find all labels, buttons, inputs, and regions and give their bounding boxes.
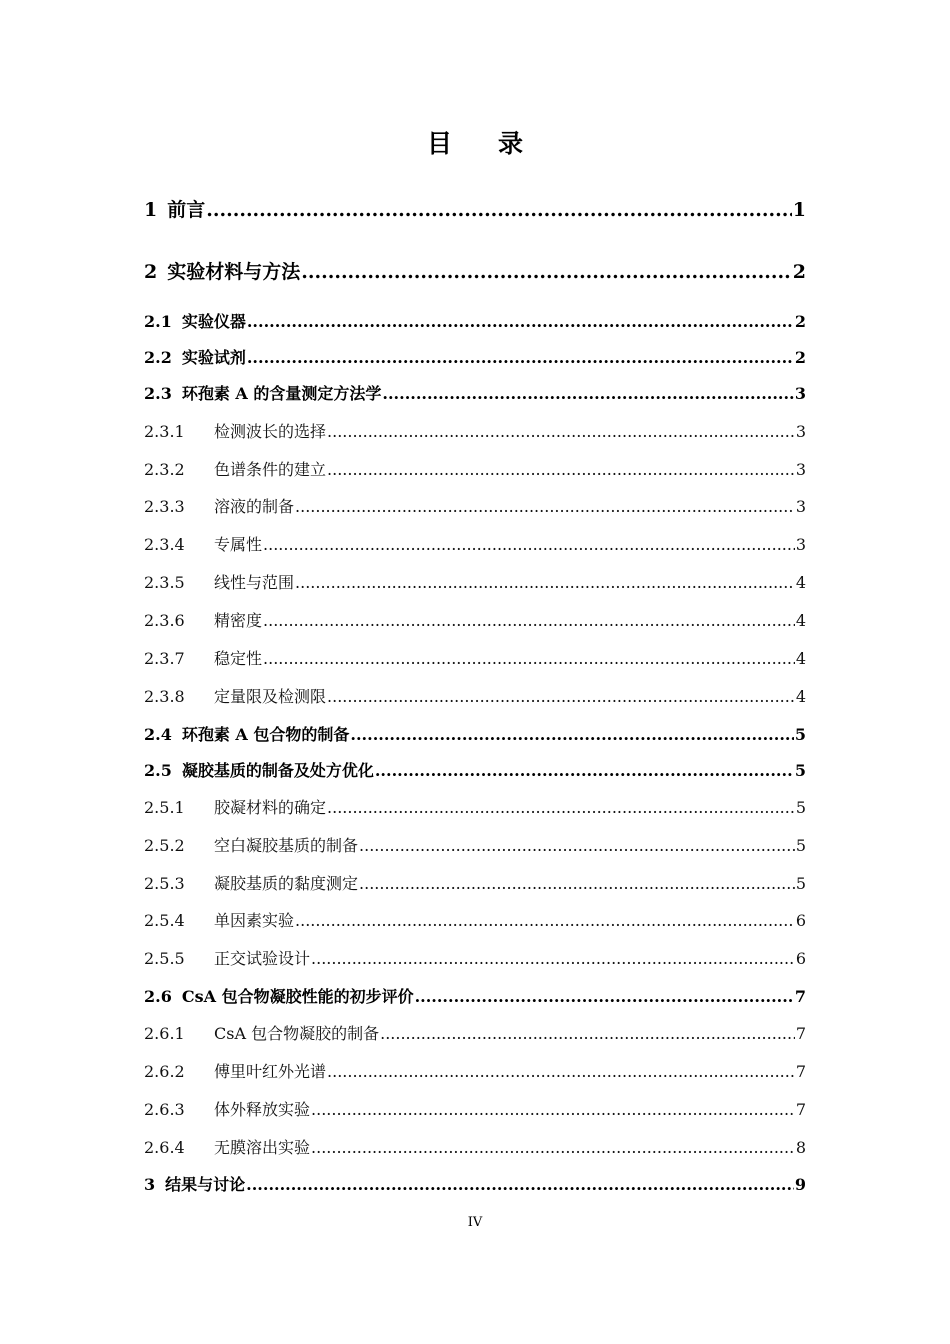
toc-entry-title: 单因素实验: [214, 911, 295, 930]
toc-entry-number: 2.6.3: [144, 1100, 185, 1119]
toc-entry-title: 专属性: [214, 535, 263, 554]
toc-entry-title: 前言: [167, 199, 206, 221]
toc-entry-label: [144, 871, 358, 894]
toc-entry-number: 2.5.3: [144, 874, 185, 893]
toc-entry-title: CsA 包合物凝胶性能的初步评价: [181, 987, 414, 1006]
toc-entry-number: 1: [144, 199, 158, 221]
toc-entry[interactable]: [144, 871, 806, 894]
toc-entry-label: [144, 532, 262, 555]
toc-entry-page: 5: [795, 836, 806, 855]
toc-entry[interactable]: [144, 758, 806, 781]
toc-entry-label: [144, 684, 326, 707]
toc-entry[interactable]: [144, 608, 806, 631]
toc-leader-dots: [263, 649, 795, 668]
toc-entry-page: 3: [794, 384, 806, 403]
toc-entry-number: 2.3.5: [144, 573, 185, 592]
toc-entry-page: 2: [794, 348, 806, 367]
toc-entry[interactable]: [144, 345, 806, 368]
toc-entry-number: 2.3.8: [144, 687, 185, 706]
toc-entry[interactable]: [144, 684, 806, 707]
toc-leader-dots: [295, 573, 795, 592]
toc-entry-number: 2.5.1: [144, 798, 185, 817]
toc-entry-number: 2.5.4: [144, 911, 185, 930]
toc-entry-number: 2.3.4: [144, 535, 185, 554]
toc-entry-label: [144, 646, 262, 669]
toc-entry-page: 5: [795, 798, 806, 817]
toc-entry-label: [144, 722, 349, 745]
toc-entry-label: [144, 381, 381, 404]
page-number-footer: IV: [467, 1215, 483, 1230]
toc-entry-label: [144, 195, 205, 222]
toc-leader-dots: [311, 1100, 795, 1119]
toc-entry-page: 3: [795, 460, 806, 479]
toc-leader-dots: [295, 911, 795, 930]
toc-entry[interactable]: [144, 381, 806, 404]
toc-entry-label: [144, 1059, 326, 1082]
toc-entry-title: 定量限及检测限: [214, 687, 327, 706]
toc-entry[interactable]: [144, 1172, 806, 1195]
toc-entry[interactable]: [144, 1097, 806, 1120]
toc-entry[interactable]: [144, 1021, 806, 1044]
toc-entry-page: 4: [795, 649, 806, 668]
toc-leader-dots: [327, 798, 795, 817]
toc-entry-page: 2: [792, 261, 806, 283]
toc-entry-number: 2.3: [144, 384, 172, 403]
toc-entry-title: 凝胶基质的黏度测定: [214, 874, 359, 893]
toc-entry-page: 5: [794, 725, 806, 744]
toc-entry-page: 1: [792, 199, 806, 221]
toc-entry[interactable]: [144, 908, 806, 931]
toc-leader-dots: [246, 1175, 794, 1194]
toc-entry-label: [144, 1097, 310, 1120]
toc-entry[interactable]: [144, 494, 806, 517]
toc-entry-title: CsA 包合物凝胶的制备: [214, 1024, 380, 1043]
toc-entry-page: 5: [794, 761, 806, 780]
toc-entry-label: [144, 908, 294, 931]
toc-entry-number: 2.3.7: [144, 649, 185, 668]
toc-leader-dots: [359, 836, 795, 855]
toc-entry-title: 溶液的制备: [214, 497, 295, 516]
toc-entry-title: 环孢素 A 包合物的制备: [181, 725, 350, 744]
toc-entry-title: 正交试验设计: [214, 949, 311, 968]
toc-entry-page: 3: [795, 422, 806, 441]
toc-entry-page: 7: [795, 1100, 806, 1119]
toc-entry-label: [144, 833, 358, 856]
toc-leader-dots: [301, 261, 792, 283]
toc-entry-label: [144, 946, 310, 969]
toc-entry[interactable]: [144, 984, 806, 1007]
toc-entry[interactable]: [144, 646, 806, 669]
toc-entry-label: [144, 758, 374, 781]
toc-entry[interactable]: [144, 419, 806, 442]
page-title: [0, 124, 950, 160]
toc-entry-title: 检测波长的选择: [214, 422, 327, 441]
toc-entry-number: 2.6: [144, 987, 172, 1006]
toc-entry-title: 环孢素 A 的含量测定方法学: [181, 384, 382, 403]
toc-entry-title: 无膜溶出实验: [214, 1138, 311, 1157]
toc-entry-number: 2.3.2: [144, 460, 185, 479]
toc-leader-dots: [327, 460, 795, 479]
toc-entry-number: 2: [144, 261, 158, 283]
toc-entry-label: [144, 1021, 379, 1044]
toc-entry-page: 8: [795, 1138, 806, 1157]
toc-entry-number: 2.3.3: [144, 497, 185, 516]
toc-leader-dots: [311, 1138, 795, 1157]
toc-entry-number: 2.1: [144, 312, 172, 331]
toc-entry-number: 2.3.6: [144, 611, 185, 630]
toc-entry-title: 胶凝材料的确定: [214, 798, 327, 817]
toc-entry-label: [144, 608, 262, 631]
toc-leader-dots: [327, 1062, 795, 1081]
toc-entry-title: 凝胶基质的制备及处方优化: [181, 761, 374, 780]
toc-leader-dots: [327, 687, 795, 706]
toc-entry-label: [144, 257, 300, 284]
toc-entry-title: 色谱条件的建立: [214, 460, 327, 479]
toc-entry-number: 3: [144, 1175, 156, 1194]
toc-entry-page: 3: [795, 535, 806, 554]
toc-entry-page: 6: [795, 949, 806, 968]
toc-entry[interactable]: [144, 795, 806, 818]
toc-leader-dots: [311, 949, 795, 968]
toc-entry-label: [144, 345, 246, 368]
toc-entry-number: 2.5: [144, 761, 172, 780]
toc-entry-title: 实验材料与方法: [167, 261, 301, 283]
toc-entry[interactable]: [144, 946, 806, 969]
toc-entry[interactable]: [144, 722, 806, 745]
toc-leader-dots: [206, 199, 792, 221]
toc-entry-label: [144, 984, 414, 1007]
toc-entry[interactable]: [144, 257, 806, 284]
toc-entry-title: 傅里叶红外光谱: [214, 1062, 327, 1081]
toc-entry[interactable]: [144, 1135, 806, 1158]
toc-entry-label: [144, 309, 246, 332]
toc-entry-label: [144, 457, 326, 480]
toc-leader-dots: [382, 384, 793, 403]
toc-entry[interactable]: [144, 833, 806, 856]
toc-entry-label: [144, 1172, 245, 1195]
toc-entry-title: 空白凝胶基质的制备: [214, 836, 359, 855]
toc-entry[interactable]: [144, 570, 806, 593]
toc-entry-page: 2: [794, 312, 806, 331]
toc-leader-dots: [375, 761, 794, 780]
toc-entry-number: 2.5.5: [144, 949, 185, 968]
toc-entry-label: [144, 494, 294, 517]
toc-entry-title: 实验仪器: [181, 312, 246, 331]
toc-leader-dots: [415, 987, 794, 1006]
toc-leader-dots: [295, 497, 795, 516]
title-left-char: 目: [426, 129, 452, 158]
toc-entry[interactable]: [144, 1059, 806, 1082]
toc-entry-title: 体外释放实验: [214, 1100, 311, 1119]
toc-entry-page: 4: [795, 611, 806, 630]
toc-entry-page: 4: [795, 573, 806, 592]
toc-entry-label: [144, 419, 326, 442]
toc-entry-page: 7: [795, 1024, 806, 1043]
toc-entry-title: 精密度: [214, 611, 263, 630]
toc-entry-label: [144, 795, 326, 818]
toc-entry-page: 3: [795, 497, 806, 516]
toc-entry-number: 2.4: [144, 725, 172, 744]
toc-entry-label: [144, 1135, 310, 1158]
toc-leader-dots: [350, 725, 793, 744]
toc-leader-dots: [247, 312, 794, 331]
toc-entry-title: 稳定性: [214, 649, 263, 668]
toc-leader-dots: [247, 348, 794, 367]
toc-entry-number: 2.2: [144, 348, 172, 367]
toc-entry[interactable]: [144, 532, 806, 555]
toc-leader-dots: [263, 535, 795, 554]
toc-leader-dots: [380, 1024, 795, 1043]
toc-entry-title: 线性与范围: [214, 573, 295, 592]
toc-entry-page: 5: [795, 874, 806, 893]
toc-entry-title: 实验试剂: [181, 348, 246, 367]
toc-entry-label: [144, 570, 294, 593]
toc-entry-number: 2.6.2: [144, 1062, 185, 1081]
toc-entry-title: 结果与讨论: [165, 1175, 246, 1194]
toc-entry-page: 6: [795, 911, 806, 930]
toc-entry-number: 2.5.2: [144, 836, 185, 855]
toc-entry[interactable]: [144, 195, 806, 222]
toc-entry[interactable]: [144, 309, 806, 332]
toc-leader-dots: [327, 422, 795, 441]
toc-entry-page: 7: [794, 987, 806, 1006]
toc-leader-dots: [263, 611, 795, 630]
toc-leader-dots: [359, 874, 795, 893]
toc-entry-page: 9: [794, 1175, 806, 1194]
toc-entry-number: 2.6.4: [144, 1138, 185, 1157]
toc-entry-number: 2.6.1: [144, 1024, 185, 1043]
toc-entry-page: 7: [795, 1062, 806, 1081]
title-right-char: 录: [498, 129, 524, 158]
toc-entry-page: 4: [795, 687, 806, 706]
toc-entry-number: 2.3.1: [144, 422, 185, 441]
toc-entry[interactable]: [144, 457, 806, 480]
